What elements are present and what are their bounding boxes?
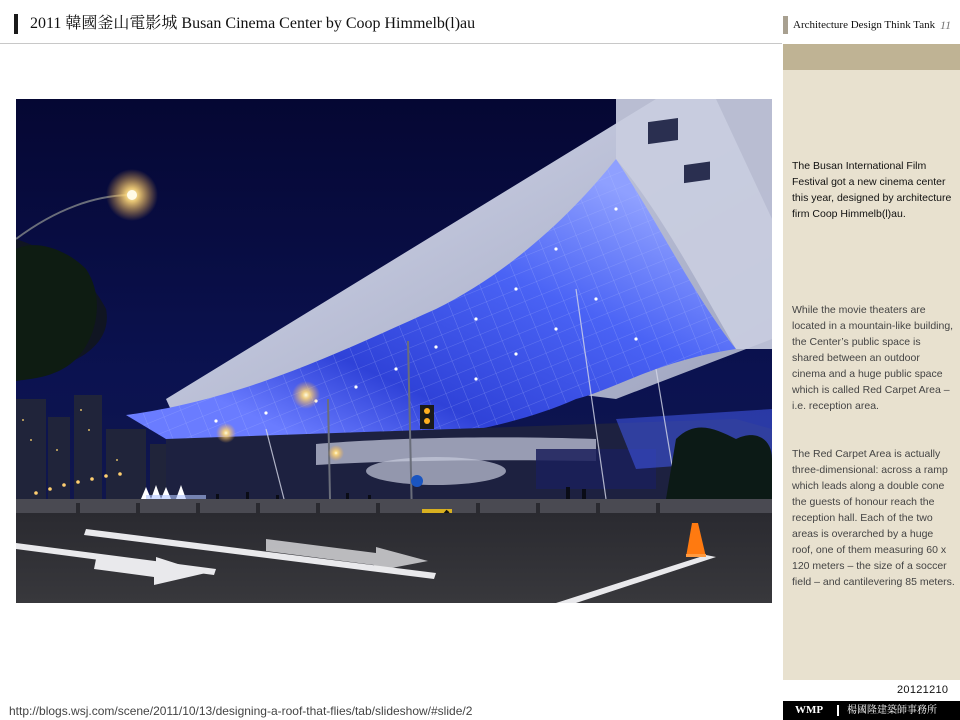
slide-title: 2011 韓國釜山電影城 Busan Cinema Center by Coop Himmelb(l)au	[14, 14, 475, 34]
footer-separator	[837, 705, 839, 716]
source-url[interactable]: http://blogs.wsj.com/scene/2011/10/13/designing-a-roof-that-flies/tab/slideshow/#slide/2	[9, 704, 473, 718]
page-number: 11	[940, 18, 952, 32]
footer-logo-bar	[783, 701, 960, 720]
header-divider	[0, 43, 782, 44]
wmp-logo: WMP	[795, 704, 824, 716]
busan-cinema-center-photo	[16, 99, 772, 603]
sidebar-header-band	[783, 44, 960, 70]
brand-label: Architecture Design Think Tank	[783, 16, 935, 34]
sidebar-paragraph-2: While the movie theaters are located in a mountain-like building, the Center’s public space is shared between an outdoor cinema and a huge public space which is called Red Carpet Area – i.e. reception area.	[792, 304, 954, 412]
slide-date: 20121210	[897, 684, 949, 696]
firm-name: 楊國隆建築師事務所	[847, 705, 937, 716]
sidebar-paragraph-3: The Red Carpet Area is actually three-dimensional: across a ramp which leads along a double cone the guests of honour reach the reception hall. Each of the two areas is overarched by a huge roof, one of them measuring 60 x 120 meters – the size of a soccer field – and cantilevering 85 meters.	[792, 448, 955, 588]
sidebar-intro-text: The Busan International Film Festival got a new cinema center this year, designed by architecture firm Coop Himmelb(l)au.	[792, 160, 952, 220]
